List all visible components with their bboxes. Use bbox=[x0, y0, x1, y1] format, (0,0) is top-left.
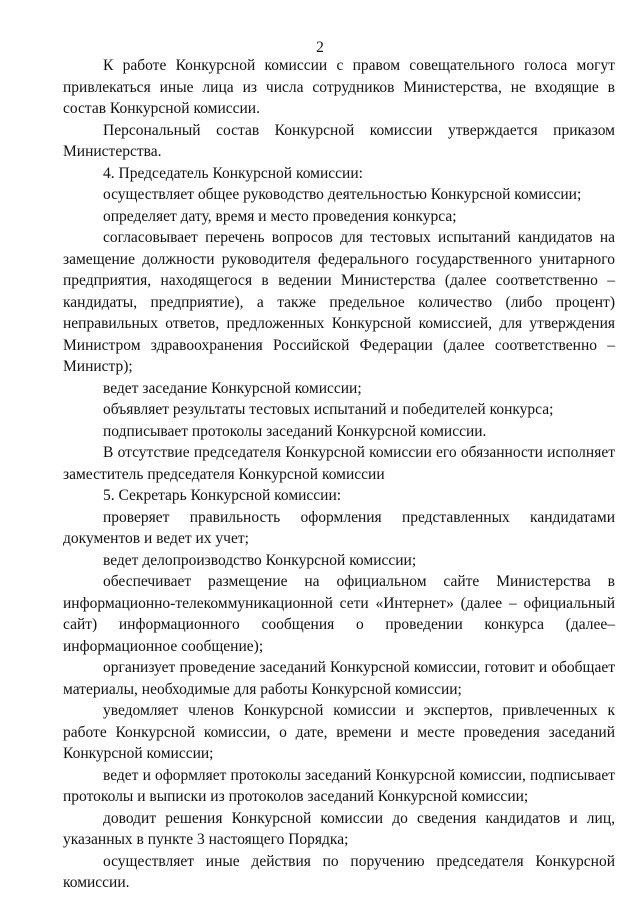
paragraph: доводит решения Конкурсной комиссии до сведения кандидатов и лиц, указанных в пункте 3 настоящего Порядка; bbox=[63, 809, 615, 848]
paragraph: ведет и оформляет протоколы заседаний Конкурсной комиссии, подписывает протоколы и выписки из протоколов заседаний Конкурсной комиссии; bbox=[63, 766, 615, 805]
paragraph: К работе Конкурсной комиссии с правом совещательного голоса могут привлекаться иные лица из числа сотрудников Министерства, не входящие в состав Конкурсной комиссии. bbox=[63, 57, 615, 117]
paragraph: В отсутствие председателя Конкурсной комиссии его обязанности исполняет заместитель председателя Конкурсной комиссии bbox=[63, 444, 615, 483]
page-number: 2 bbox=[316, 39, 324, 56]
paragraph: ведет делопроизводство Конкурсной комиссии; bbox=[103, 551, 417, 569]
paragraph: обеспечивает размещение на официальном сайте Министерства в информационно-телекоммуникационной сети «Интернет» (далее – официальный сайт) информационного сообщения о проведении конкурса (далее– информационное сообщение); bbox=[63, 573, 615, 655]
paragraph: согласовывает перечень вопросов для тестовых испытаний кандидатов на замещение должности руководителя федерального государственного унитарного предприятия, находящегося в ведении Министерства (далее соответственно – кандидаты, предприятие), а также предельное количество (либо процент) неправильных ответов, предложенных Конкурсной комиссией, для утверждения Министром здравоохранения Российской Федерации (далее соответственно – Министр); bbox=[63, 229, 615, 375]
section-heading-chairman: 4. Председатель Конкурсной комиссии: bbox=[103, 164, 363, 182]
paragraph: проверяет правильность оформления представленных кандидатами документов и ведет их учет; bbox=[63, 508, 615, 547]
paragraph: подписывает протоколы заседаний Конкурсной комиссии. bbox=[103, 422, 487, 440]
paragraph: ведет заседание Конкурсной комиссии; bbox=[103, 379, 362, 397]
paragraph: осуществляет общее руководство деятельностью Конкурсной комиссии; bbox=[103, 186, 582, 203]
document-body bbox=[63, 55, 615, 894]
paragraph: Персональный состав Конкурсной комиссии утверждается приказом Министерства. bbox=[63, 121, 615, 160]
paragraph: организует проведение заседаний Конкурсной комиссии, готовит и обобщает материалы, необходимые для работы Конкурсной комиссии; bbox=[63, 659, 615, 698]
paragraph: осуществляет иные действия по поручению председателя Конкурсной комиссии. bbox=[63, 852, 615, 891]
paragraph: объявляет результаты тестовых испытаний и победителей конкурса; bbox=[103, 401, 554, 418]
paragraph: определяет дату, время и место проведения конкурса; bbox=[103, 207, 457, 225]
paragraph: уведомляет членов Конкурсной комиссии и экспертов, привлеченных к работе Конкурсной комиссии, о дате, времени и месте проведения заседаний Конкурсной комиссии; bbox=[63, 702, 615, 762]
section-heading-secretary: 5. Секретарь Конкурсной комиссии: bbox=[103, 487, 342, 504]
